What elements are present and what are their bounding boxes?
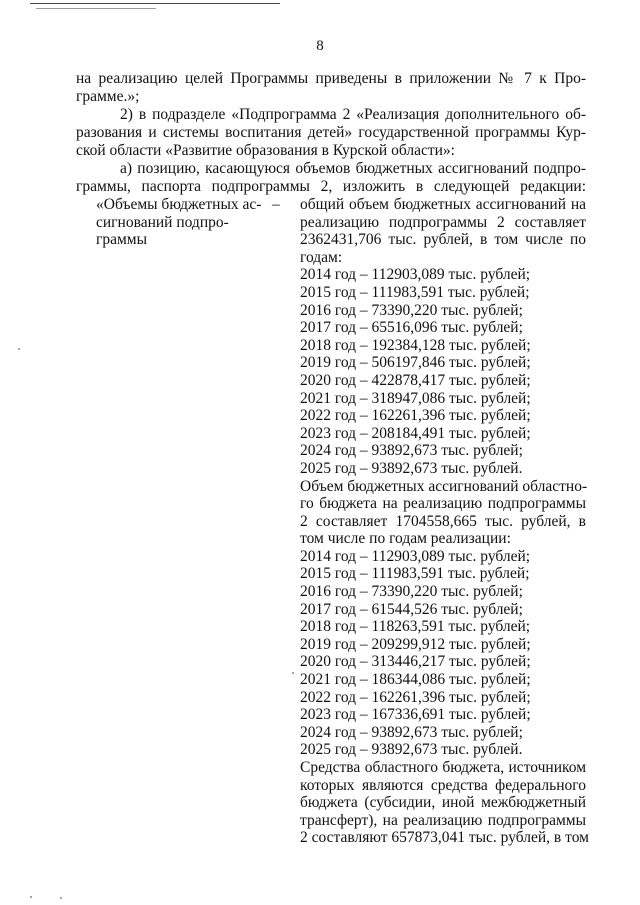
scan-speck	[292, 672, 294, 674]
regional-year-row: 2025 год – 93892,673 тыс. рублей.	[300, 741, 523, 759]
federal-text-line: трансферт), на реализацию подпрограммы	[300, 811, 586, 829]
federal-text-line: Средства областного бюджета, источником	[300, 759, 586, 776]
regional-year-row: 2016 год – 73390,220 тыс. рублей;	[300, 583, 523, 601]
total-year-row: 2021 год – 318947,086 тыс. рублей;	[300, 389, 531, 407]
intro-line-5: ской области «Развитие образования в Курской области»:	[76, 142, 455, 159]
total-year-row: 2020 год – 422878,417 тыс. рублей;	[300, 371, 531, 389]
regional-intro-line: 2 составляет 1704558,665 тыс. рублей, в	[300, 512, 586, 530]
regional-year-row: 2024 год – 93892,673 тыс. рублей;	[300, 723, 523, 741]
total-intro-line: 2362431,706 тыс. рублей, в том числе по	[300, 231, 586, 249]
total-year-row: 2015 год – 111983,591 тыс. рублей;	[300, 283, 530, 301]
scan-speck	[18, 348, 20, 350]
regional-year-row: 2015 год – 111983,591 тыс. рублей;	[300, 565, 530, 583]
total-intro-line: общий объем бюджетных ассигнований на	[300, 196, 586, 213]
total-year-row: 2025 год – 93892,673 тыс. рублей.	[300, 459, 523, 477]
column-dash: –	[272, 196, 280, 213]
total-year-row: 2016 год – 73390,220 тыс. рублей;	[300, 301, 523, 319]
regional-intro-line: том числе по годам реализации:	[300, 530, 511, 548]
budget-label-column	[96, 196, 292, 249]
scan-speck	[30, 896, 32, 898]
regional-intro-line: Объем бюджетных ассигнований областно-	[300, 477, 588, 495]
budget-label-line: сигнований подпро-	[96, 213, 229, 231]
total-year-row: 2022 год – 162261,396 тыс. рублей;	[300, 407, 531, 425]
regional-year-row: 2023 год – 167336,691 тыс. рублей;	[300, 706, 531, 724]
federal-text-line: 2 составляют 657873,041 тыс. рублей, в том	[300, 829, 589, 847]
federal-text-line: бюджета (субсидии, иной межбюджетный	[300, 794, 586, 812]
intro-line-2: грамме.»;	[76, 88, 140, 105]
top-rule-short	[36, 8, 156, 9]
regional-year-row: 2017 год – 61544,526 тыс. рублей;	[300, 600, 523, 618]
budget-label-line: граммы	[96, 231, 148, 249]
regional-year-row: 2021 год – 186344,086 тыс. рублей;	[300, 671, 531, 689]
total-year-row: 2019 год – 506197,846 тыс. рублей;	[300, 354, 531, 372]
budget-label-line: «Объемы бюджетных ас-	[96, 196, 262, 213]
budget-values-column	[300, 196, 589, 847]
federal-text-line: которых являются средства федерального	[300, 776, 586, 794]
total-year-row: 2023 год – 208184,491 тыс. рублей;	[300, 424, 531, 442]
page-number: 8	[316, 38, 324, 54]
total-year-row: 2017 год – 65516,096 тыс. рублей;	[300, 319, 523, 337]
intro-line-1: на реализацию целей Программы приведены в приложении № 7 к Про-	[76, 70, 586, 87]
regional-year-row: 2020 год – 313446,217 тыс. рублей;	[300, 653, 531, 671]
total-intro-line: реализацию подпрограммы 2 составляет	[300, 213, 586, 231]
scan-speck	[60, 897, 62, 899]
regional-year-row: 2022 год – 162261,396 тыс. рублей;	[300, 688, 531, 706]
total-intro-line: годам:	[300, 248, 343, 266]
total-year-row: 2024 год – 93892,673 тыс. рублей;	[300, 442, 523, 460]
intro-line-7: граммы, паспорта подпрограммы 2, изложить в следующей редакции:	[76, 178, 586, 195]
intro-line-4: разования и системы воспитания детей» государственной программы Кур-	[76, 124, 586, 141]
regional-year-row: 2014 год – 112903,089 тыс. рублей;	[300, 547, 531, 565]
intro-line-3: 2) в подразделе «Подпрограмма 2 «Реализация дополнительного об-	[120, 106, 586, 123]
total-year-row: 2018 год – 192384,128 тыс. рублей;	[300, 336, 531, 354]
regional-year-row: 2019 год – 209299,912 тыс. рублей;	[300, 635, 531, 653]
total-year-row: 2014 год – 112903,089 тыс. рублей;	[300, 266, 531, 284]
intro-line-6: а) позицию, касающуюся объемов бюджетных ассигнований подпро-	[120, 160, 586, 177]
regional-year-row: 2018 год – 118263,591 тыс. рублей;	[300, 618, 531, 636]
regional-intro-line: го бюджета на реализацию подпрограммы	[300, 495, 586, 513]
top-rule	[30, 3, 280, 4]
